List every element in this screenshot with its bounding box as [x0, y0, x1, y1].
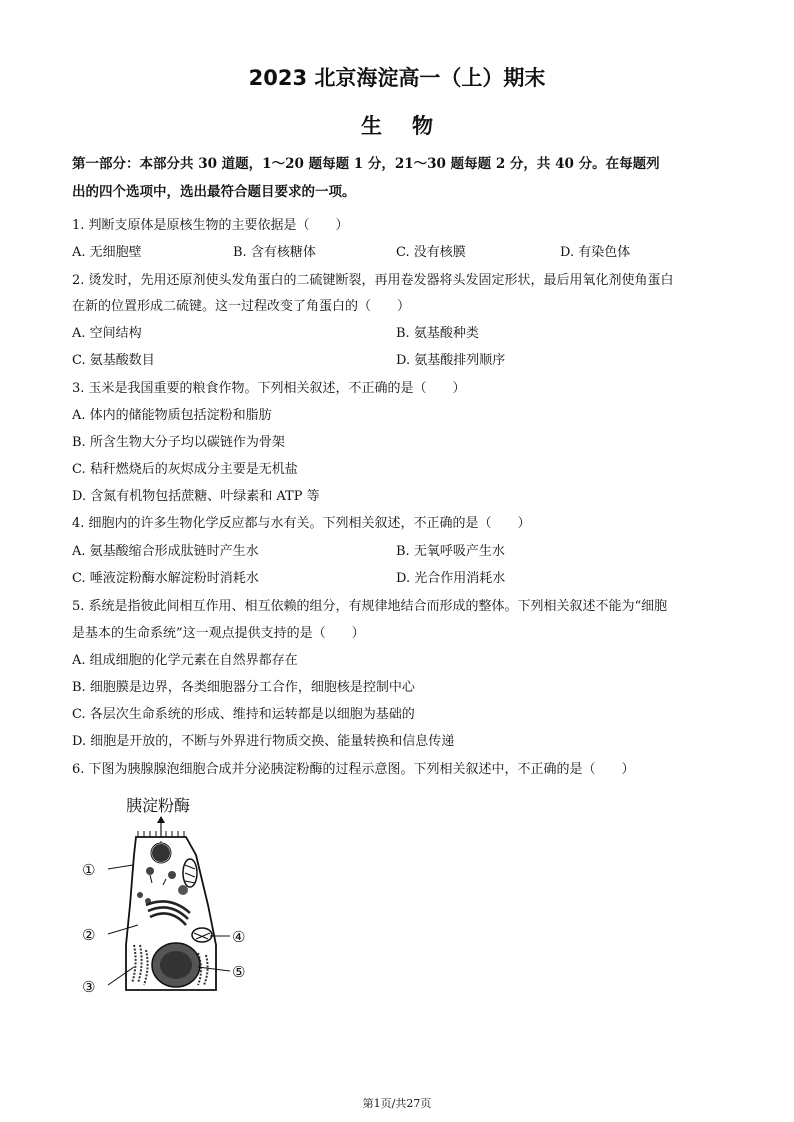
q2-option-a: A. 空间结构 [72, 326, 142, 341]
question-4-stem: 4. 细胞内的许多生物化学反应都与水有关。下列相关叙述，不正确的是（ ） [72, 516, 531, 531]
question-3-stem: 3. 玉米是我国重要的粮食作物。下列相关叙述，不正确的是（ ） [72, 381, 466, 396]
exam-title: 2023 北京海淀高一（上）期末 [248, 66, 546, 90]
q3-option-c: C. 秸秆燃烧后的灰烬成分主要是无机盐 [72, 462, 298, 477]
question-5-stem-line1: 5. 系统是指彼此间相互作用、相互依赖的组分，有规律地结合而形成的整体。下列相关叙述不能为“细胞 [72, 599, 668, 614]
question-6-stem: 6. 下图为胰腺腺泡细胞合成并分泌胰淀粉酶的过程示意图。下列相关叙述中，不正确的是（ ） [72, 762, 635, 777]
q3-option-b: B. 所含生物大分子均以碳链作为骨架 [72, 435, 285, 450]
q1-option-c: C. 没有核膜 [396, 245, 466, 260]
q3-option-a: A. 体内的储能物质包括淀粉和脂肪 [72, 408, 272, 423]
q1-option-a: A. 无细胞壁 [72, 245, 142, 260]
label-1: ① [82, 861, 96, 879]
q5-option-b: B. 细胞膜是边界，各类细胞器分工合作，细胞核是控制中心 [72, 680, 415, 695]
label-4: ④ [232, 928, 246, 946]
q1-option-d: D. 有染色体 [560, 245, 631, 260]
q2-option-c: C. 氨基酸数目 [72, 353, 155, 368]
q4-option-d: D. 光合作用消耗水 [396, 571, 506, 586]
diagram-caption: 胰淀粉酶 [126, 796, 191, 815]
page-footer: 第1页/共27页 [362, 1097, 432, 1110]
q5-option-d: D. 细胞是开放的，不断与外界进行物质交换、能量转换和信息传递 [72, 734, 455, 749]
acinar-cell-diagram [78, 795, 278, 1005]
label-2: ② [82, 926, 96, 944]
question-1-stem: 1. 判断支原体是原核生物的主要依据是（ ） [72, 218, 349, 233]
q2-option-d: D. 氨基酸排列顺序 [396, 353, 506, 368]
part1-intro-line2: 出的四个选项中，选出最符合题目要求的一项。 [72, 184, 356, 200]
question-5-stem-line2: 是基本的生命系统”这一观点提供支持的是（ ） [72, 626, 365, 641]
question-2-stem-line2: 在新的位置形成二硫键。这一过程改变了角蛋白的（ ） [72, 299, 411, 314]
label-3: ③ [82, 978, 96, 996]
q3-option-d: D. 含氮有机物包括蔗糖、叶绿素和 ATP 等 [72, 489, 320, 504]
part1-intro-line1: 第一部分：本部分共 30 道题，1～20 题每题 1 分，21～30 题每题 2 分，共 40 分。在每题列 [72, 156, 660, 172]
q4-option-a: A. 氨基酸缩合形成肽链时产生水 [72, 544, 259, 559]
question-2-stem-line1: 2. 烫发时，先用还原剂使头发角蛋白的二硫键断裂，再用卷发器将头发固定形状，最后用氧化剂使角蛋白 [72, 273, 674, 288]
q5-option-a: A. 组成细胞的化学元素在自然界都存在 [72, 653, 298, 668]
label-5: ⑤ [232, 963, 246, 981]
q4-option-b: B. 无氧呼吸产生水 [396, 544, 505, 559]
q4-option-c: C. 唾液淀粉酶水解淀粉时消耗水 [72, 571, 259, 586]
q5-option-c: C. 各层次生命系统的形成、维持和运转都是以细胞为基础的 [72, 707, 415, 722]
subject-title: 生物 [361, 114, 463, 138]
q2-option-b: B. 氨基酸种类 [396, 326, 479, 341]
q1-option-b: B. 含有核糖体 [233, 245, 316, 260]
